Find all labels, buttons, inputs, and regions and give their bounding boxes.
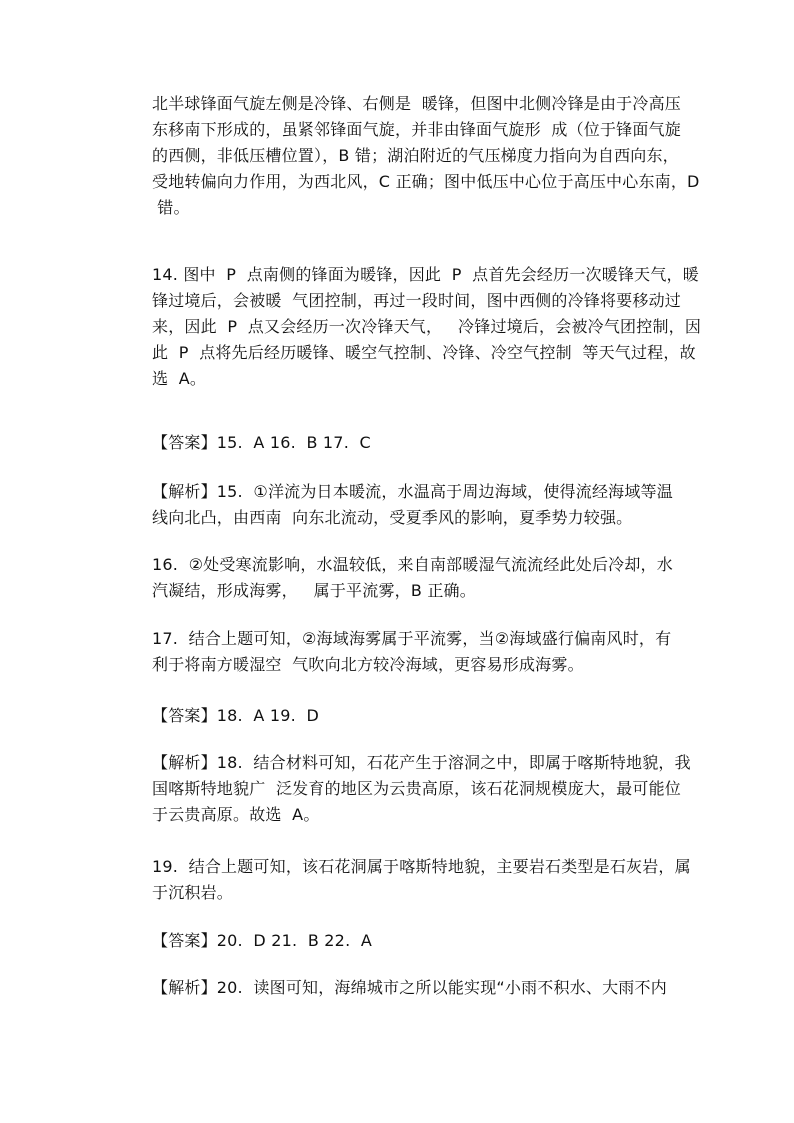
paragraph-explanation-16: [152, 552, 712, 604]
text-line: 16. ②处受寒流影响，水温较低，来自南部暖湿气流流经此处后冷却，水: [152, 555, 673, 574]
paragraph-answer-20-22: [152, 928, 712, 954]
text-line: 锋过境后，会被暖 气团控制，再过一段时间，图中西侧的冷锋将要移动过: [152, 291, 681, 310]
paragraph-explanation-15: [152, 479, 712, 531]
paragraph-explanation-19: [152, 854, 712, 906]
paragraph-answer-18-19: [152, 703, 712, 729]
text-line: 【解析】20. 读图可知，海绵城市之所以能实现“小雨不积水、大雨不内: [152, 978, 667, 997]
text-line: 汽凝结，形成海雾， 属于平流雾，B 正确。: [152, 581, 476, 600]
text-line: 【解析】18. 结合材料可知，石花产生于溶洞之中，即属于喀斯特地貌，我: [152, 753, 691, 772]
text-line: 【答案】20. D 21. B 22. A: [152, 931, 373, 950]
text-line: 利于将南方暖湿空 气吹向北方较冷海域，更容易形成海雾。: [152, 655, 584, 674]
text-line: 选 A。: [152, 369, 207, 388]
text-line: 17. 结合上题可知，②海域海雾属于平流雾，当②海域盛行偏南风时，有: [152, 629, 672, 648]
text-line: 【答案】15. A 16. B 17. C: [152, 433, 371, 452]
text-line: 【解析】15. ①洋流为日本暖流，水温高于周边海域，使得流经海域等温: [152, 482, 673, 501]
paragraph-explanation-18: [152, 750, 712, 828]
paragraph-explanation-20: [152, 975, 712, 1001]
text-line: 受地转偏向力作用，为西北风，C 正确；图中低压中心位于高压中心东南，D: [152, 172, 700, 191]
paragraph-answer-15-17: [152, 430, 712, 456]
text-line: 北半球锋面气旋左侧是冷锋、右侧是 暖锋，但图中北侧冷锋是由于冷高压: [152, 94, 681, 113]
paragraph-explanation-13: [152, 91, 712, 221]
text-line: 此 P 点将先后经历暖锋、暖空气控制、冷锋、冷空气控制 等天气过程，故: [152, 343, 696, 362]
text-line: 14. 图中 P 点南侧的锋面为暖锋，因此 P 点首先会经历一次暖锋天气，暖: [152, 265, 699, 284]
text-line: 线向北凸，由西南 向东北流动，受夏季风的影响，夏季势力较强。: [152, 508, 633, 527]
text-line: 来，因此 P 点又会经历一次冷锋天气， 冷锋过境后，会被冷气团控制，因: [152, 317, 702, 336]
text-line: 国喀斯特地貌广 泛发育的地区为云贵高原，该石花洞规模庞大，最可能位: [152, 779, 681, 798]
text-line: 错。: [152, 198, 190, 217]
text-line: 于云贵高原。故选 A。: [152, 805, 320, 824]
text-line: 【答案】18. A 19. D: [152, 706, 319, 725]
paragraph-explanation-17: [152, 626, 712, 678]
text-line: 的西侧，非低压槽位置），B 错；湖泊附近的气压梯度力指向为自西向东，: [152, 146, 679, 165]
paragraph-explanation-14: [152, 262, 712, 392]
text-line: 东移南下形成的，虽紧邻锋面气旋，并非由锋面气旋形 成（位于锋面气旋: [152, 120, 681, 139]
text-line: 19. 结合上题可知，该石花洞属于喀斯特地貌，主要岩石类型是石灰岩，属: [152, 857, 691, 876]
text-line: 于沉积岩。: [152, 883, 234, 902]
